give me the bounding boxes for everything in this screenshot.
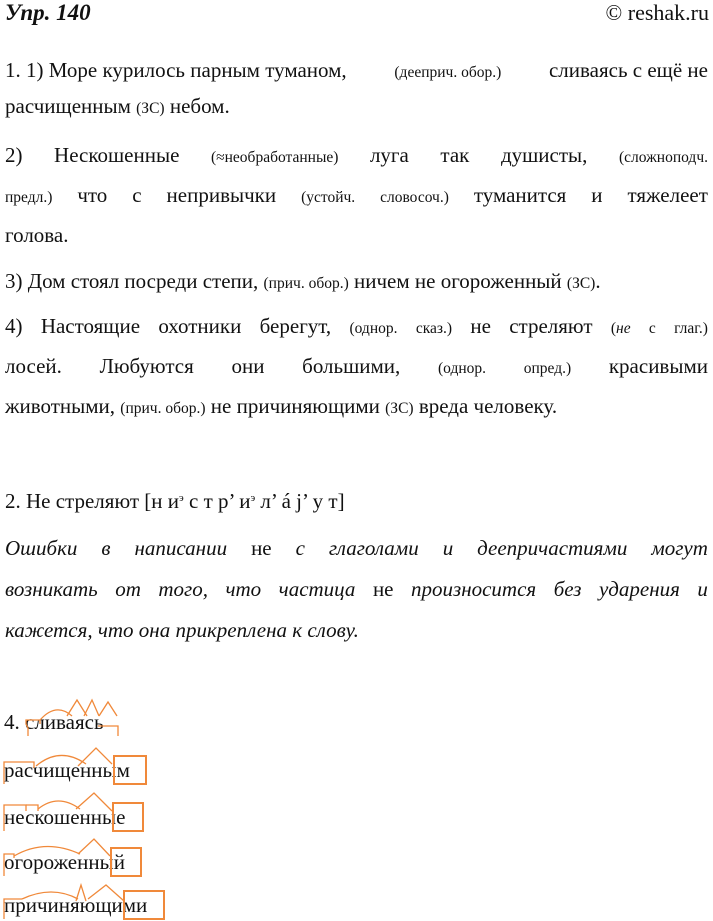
word-text: расчищенным (4, 758, 130, 782)
task2-note-line2 (5, 576, 708, 602)
transcription-sup: э (179, 492, 184, 504)
note-text: написании (134, 536, 228, 560)
root-mark (14, 846, 80, 856)
root-start-mark (4, 899, 22, 919)
sentence-text: 3) Дом стоял посреди степи, (5, 269, 259, 293)
sentence-text: что (77, 183, 108, 207)
annotation: (дееприч. обор.) (394, 64, 502, 81)
sentence-text: 4) (5, 314, 23, 338)
sentence-text: с (132, 183, 142, 207)
note-text: могут (651, 536, 708, 560)
ending-mark (114, 756, 146, 784)
task1-s1-line2 (5, 93, 708, 122)
annotation: (ЗС) (566, 275, 596, 292)
sentence-text: Нескошенные (54, 143, 180, 167)
sentence-text: стреляют (509, 314, 593, 338)
paren: ( (610, 320, 617, 337)
note-text: деепричастиями (477, 536, 628, 560)
annotation: (≈необработанные) (210, 149, 339, 166)
prefix-mark (26, 720, 40, 736)
note-text: в (101, 536, 111, 560)
morpheme-word-neskoshennye (0, 789, 220, 833)
morpheme-word-ogorozhennyi (0, 834, 220, 878)
sentence-text: 2) (5, 143, 23, 167)
sentence-text: Настоящие (40, 314, 141, 338)
postfix-mark (98, 726, 118, 736)
word-text: нескошенные (4, 805, 126, 829)
sentence-text: большими, (302, 354, 401, 378)
root-mark (36, 755, 86, 766)
sentence-text: . (595, 269, 601, 293)
sentence-text: не (470, 314, 491, 338)
annotation: глаг.) (674, 320, 708, 337)
annotation: (однор. (349, 320, 398, 337)
particle-ne: не (372, 577, 394, 601)
morpheme-marks (0, 834, 220, 878)
sentence-text: охотники (158, 314, 242, 338)
sentence-text: луга (369, 143, 409, 167)
sentence-text: 1. 1) Море курилось парным туманом, (5, 58, 347, 82)
sentence-text: лосей. (5, 354, 62, 378)
sentence-text: Любуются (99, 354, 194, 378)
note-text: без (553, 577, 582, 601)
prefix-mark (26, 805, 38, 811)
sentence-text: и (591, 183, 603, 207)
sentence-text: расчищенным (5, 94, 131, 118)
task1-s4-line3 (5, 393, 708, 422)
sentence-text: берегут, (259, 314, 332, 338)
prefix-mark (4, 762, 34, 784)
task4-label: 4. (4, 710, 20, 734)
annotation: словосоч.) (380, 189, 449, 206)
task2-transcription-line (5, 488, 708, 514)
suffix-mark (99, 702, 117, 716)
task1-s2-line1 (5, 142, 708, 171)
root-mark (22, 892, 78, 899)
annotation: (однор. (438, 360, 487, 377)
morpheme-marks (0, 694, 220, 738)
exercise-title: Упр. 140 (5, 0, 91, 25)
sentence-text: голова. (5, 223, 69, 247)
sentence-text: небом. (169, 94, 230, 118)
task1-s4-line2 (5, 353, 708, 382)
sentence-text: душисты, (500, 143, 588, 167)
suffix-mark (78, 748, 112, 766)
annotation: (прич. обор.) (120, 400, 206, 417)
task1-s2-line2 (5, 182, 708, 211)
annotation: (ЗС) (385, 400, 414, 417)
morpheme-marks (0, 789, 220, 833)
sentence-text: сливаясь с ещё не (548, 58, 708, 82)
sentence-text: они (231, 354, 265, 378)
morpheme-word-prichinyayushchimi (0, 877, 220, 921)
note-text: произносится (411, 577, 537, 601)
annotation: опред.) (523, 360, 572, 377)
sentence-text: животными, (5, 394, 116, 418)
transcription-part: л’ á j’ у т] (255, 489, 345, 513)
note-text: от (115, 577, 141, 601)
word-text: огороженный (4, 850, 125, 874)
annotation: сказ.) (415, 320, 453, 337)
task2-note-line1 (5, 535, 708, 561)
sentence-text: красивыми (608, 354, 708, 378)
annotation (611, 316, 631, 342)
sentence-text: туманится (473, 183, 567, 207)
note-text: возникать (5, 577, 98, 601)
task2-label: 2. Не стреляют (5, 489, 140, 513)
note-text: кажется, что она прикреплена к слову. (5, 618, 359, 642)
suffix-mark (88, 885, 124, 901)
task1-s2-line3 (5, 222, 708, 248)
note-text: того, (158, 577, 208, 601)
sentence-text: так (440, 143, 470, 167)
annotation: (сложноподч. (618, 149, 708, 166)
annotation: предл.) (5, 189, 53, 206)
particle-ne: не (616, 320, 631, 337)
prefix-mark (4, 854, 14, 876)
morpheme-word-sliv (0, 694, 220, 738)
note-text: Ошибки (5, 536, 78, 560)
transcription-sup: э (250, 492, 256, 504)
transcription-part: с т р’ и (183, 489, 251, 513)
sentence-text: ничем не огороженный (354, 269, 562, 293)
ending-mark (124, 891, 164, 919)
annotation: (прич. обор.) (263, 275, 349, 292)
morpheme-marks (0, 742, 220, 786)
annotation: (устойч. (301, 189, 356, 206)
note-text: и (442, 536, 454, 560)
suffix-mark (76, 793, 112, 811)
suffix-mark (78, 839, 110, 856)
sentence-text: непривычки (166, 183, 277, 207)
phonetic-transcription (144, 489, 344, 513)
ending-mark (111, 848, 141, 876)
task2-note-line3 (5, 617, 708, 643)
particle-ne: не (251, 536, 272, 560)
task1-s3-line1 (5, 268, 708, 297)
sentence-text: тяжелеет (627, 183, 708, 207)
annotation: (ЗС) (136, 100, 165, 117)
note-text: и (697, 577, 708, 601)
note-text: ударения (599, 577, 680, 601)
prefix-mark (4, 805, 26, 831)
morpheme-word-raschischennym (0, 742, 220, 786)
sentence-text: не причиняющими (210, 394, 380, 418)
task1-s4-line1 (5, 313, 708, 342)
word-text: сливаясь (25, 710, 104, 734)
source-credit: © reshak.ru (605, 0, 709, 25)
note-text: что (225, 577, 262, 601)
transcription-part: [н и (144, 489, 180, 513)
sentence-text: вреда человеку. (418, 394, 558, 418)
morpheme-marks (0, 877, 220, 921)
note-text: с (295, 536, 305, 560)
root-mark (38, 801, 80, 809)
note-text: глаголами (328, 536, 419, 560)
ending-mark (113, 803, 143, 831)
note-text: частица (278, 577, 356, 601)
annotation: с (648, 320, 656, 337)
task1-s1-line1 (5, 57, 708, 86)
word-text: причиняющими (4, 893, 148, 917)
